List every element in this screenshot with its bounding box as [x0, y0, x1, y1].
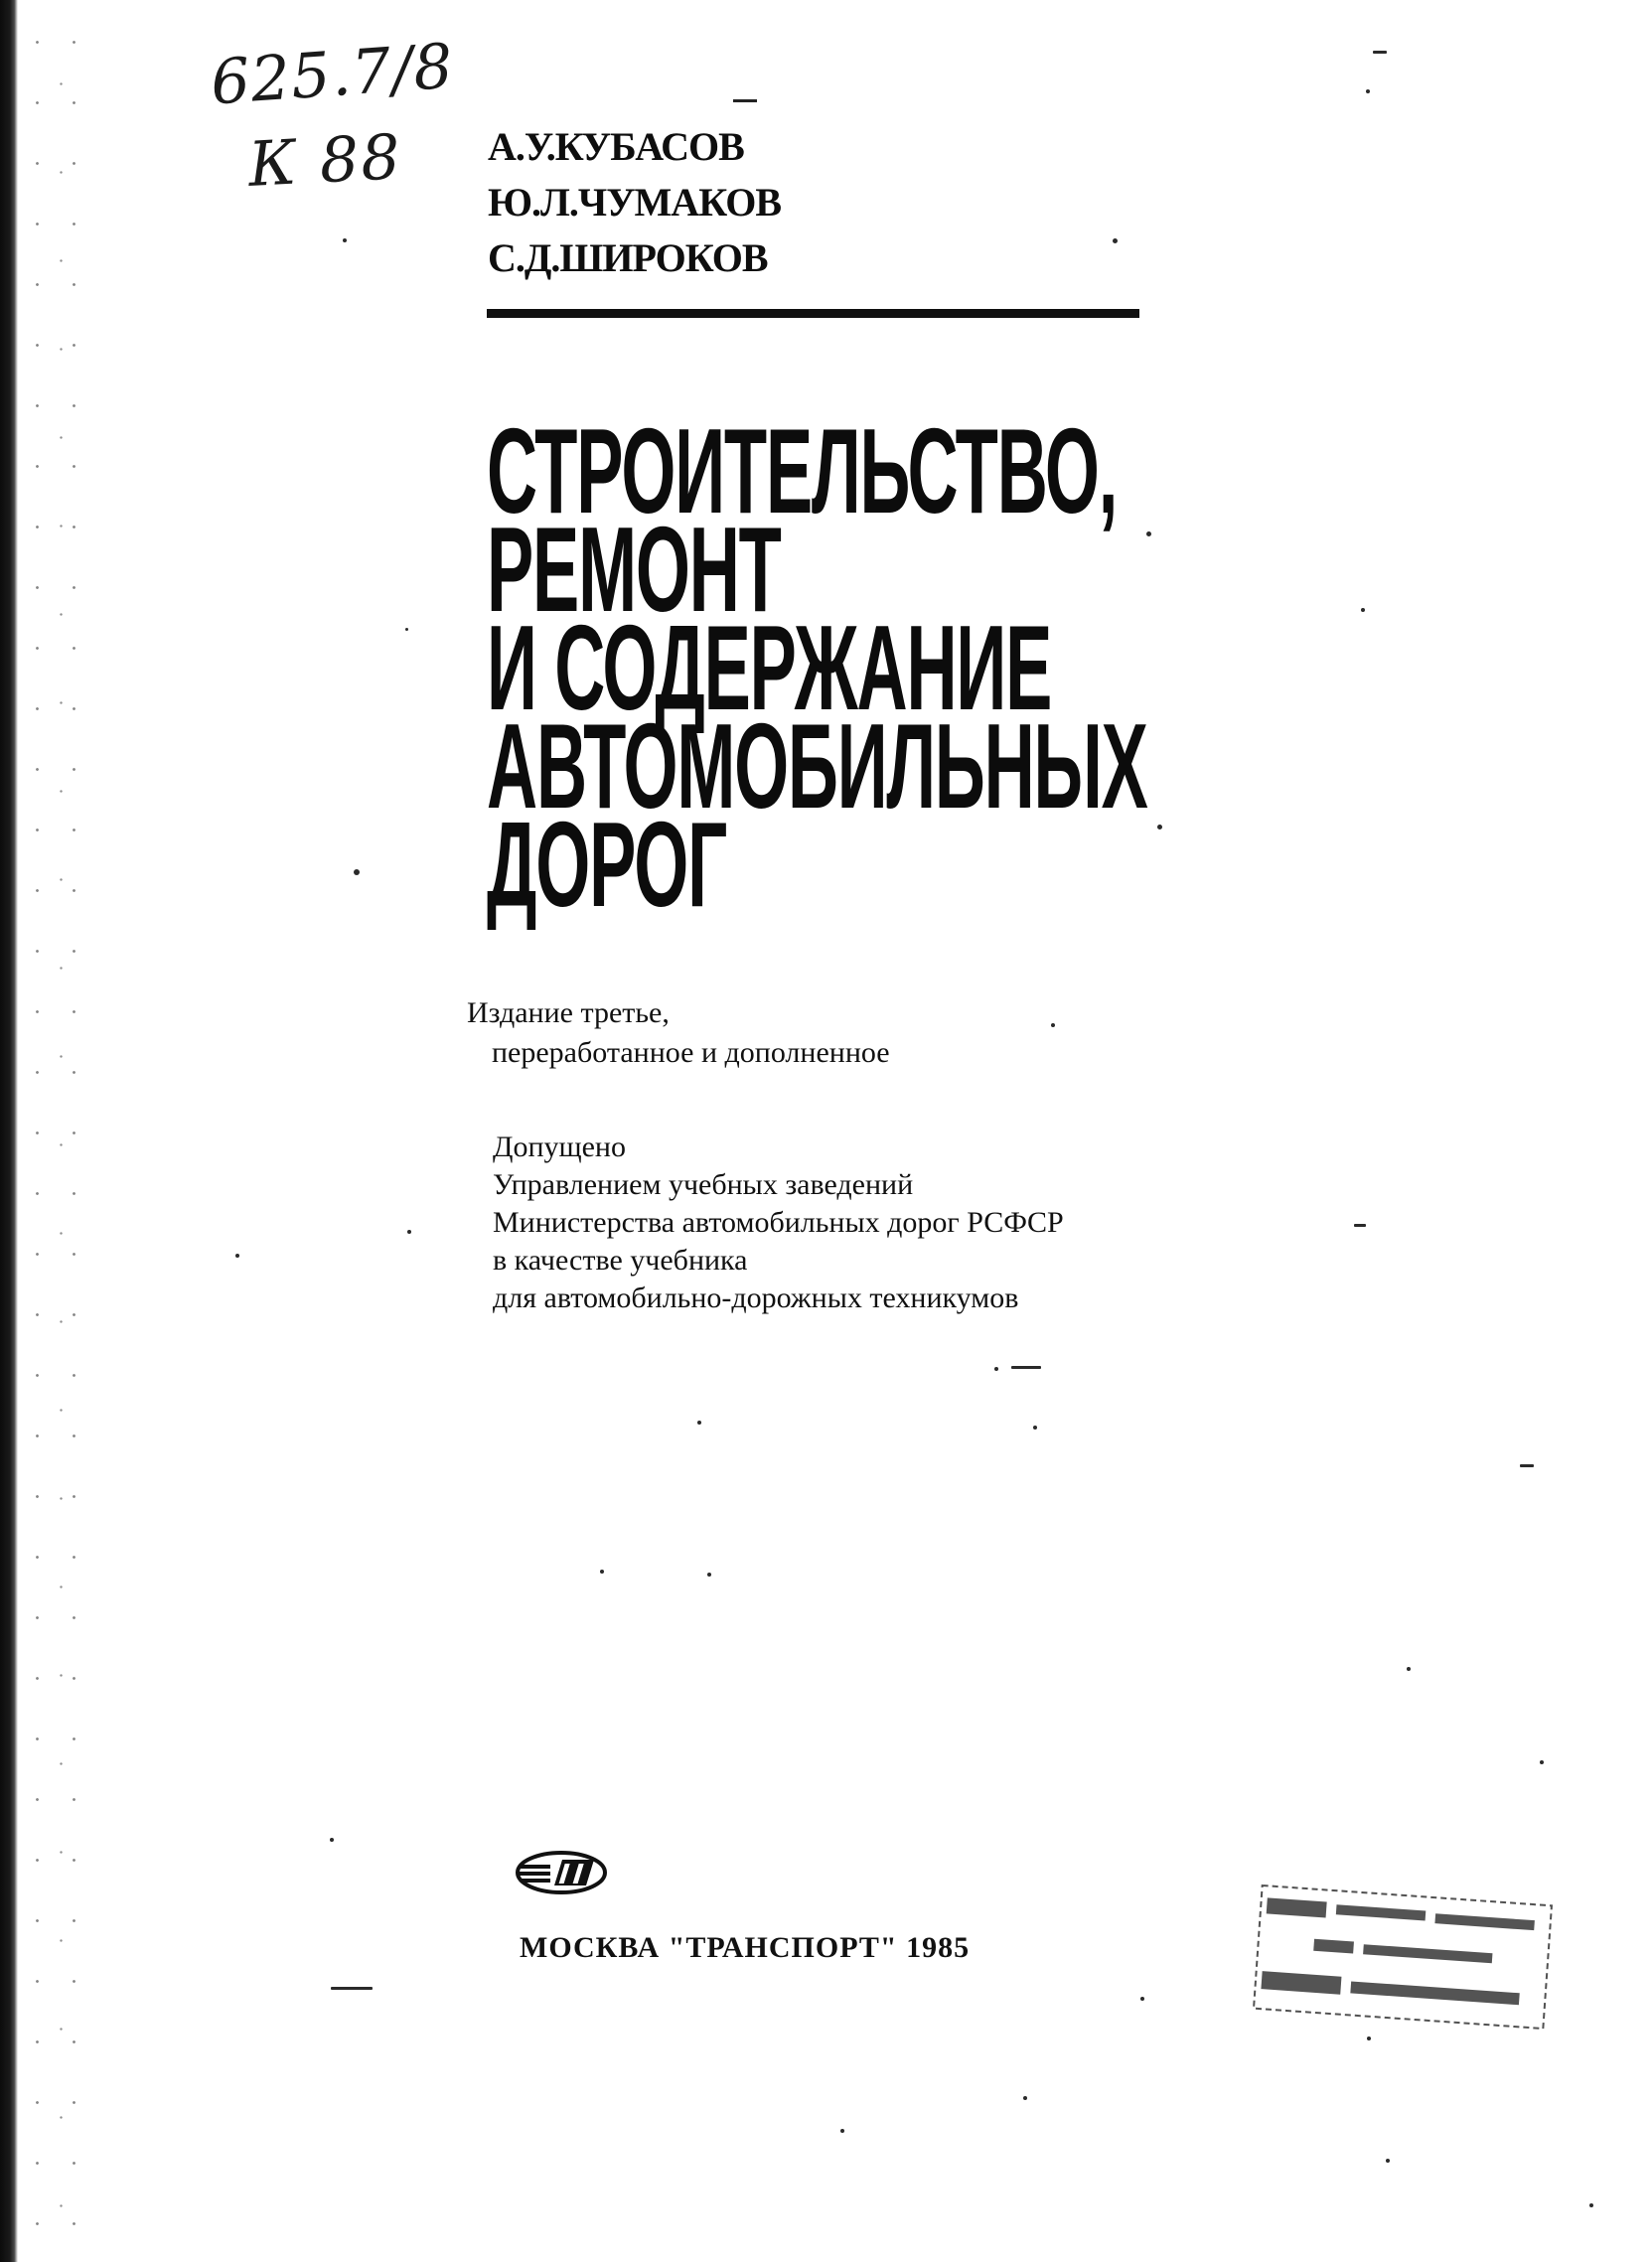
edition-line: переработанное и дополненное [492, 1036, 890, 1069]
scan-speck [1157, 825, 1162, 829]
approval-line: Управлением учебных заведений [493, 1168, 914, 1201]
library-stamp [1249, 1878, 1556, 2037]
title-line: И СОДЕРЖАНИЕ [487, 600, 1052, 735]
scan-speck [1540, 1760, 1544, 1764]
scan-speck [1113, 238, 1118, 243]
scan-speck [1051, 1023, 1055, 1027]
scan-speck [1520, 1464, 1534, 1467]
scan-speck [1386, 2159, 1390, 2163]
scan-speck [1033, 1426, 1037, 1430]
scan-speck [1407, 1667, 1411, 1671]
handwritten-call-number: 625.7/8 [208, 29, 457, 119]
scan-speck [1373, 51, 1387, 54]
scan-speck [1146, 531, 1151, 536]
book-title [487, 403, 1147, 932]
author-name: А.У.КУБАСОВ [488, 124, 744, 169]
publisher-imprint: МОСКВА "ТРАНСПОРТ" 1985 [520, 1931, 971, 1964]
divider-rule [487, 309, 1139, 318]
edition-info [467, 993, 890, 1073]
scan-speck [407, 1230, 411, 1234]
edition-line: Издание третье, [467, 996, 670, 1029]
scan-speckle [14, 0, 103, 2262]
title-line: АВТОМОБИЛЬНЫХ [487, 698, 1147, 833]
mark-dash [733, 99, 757, 102]
scan-speck [697, 1421, 701, 1425]
scan-speck [331, 1987, 373, 1990]
approval-line: Допущено [493, 1131, 626, 1163]
approval-line: в качестве учебника [493, 1244, 748, 1277]
title-line: ДОРОГ [487, 797, 727, 932]
scan-speck [330, 1838, 334, 1842]
approval-line: для автомобильно-дорожных техникумов [493, 1282, 1019, 1314]
scan-speck [1023, 2096, 1027, 2100]
approval-line: Министерства автомобильных дорог РСФСР [493, 1206, 1064, 1239]
scan-speck [600, 1570, 604, 1574]
scan-speck [354, 869, 360, 875]
authors-block [488, 119, 781, 286]
scan-speck [1589, 2203, 1593, 2207]
scan-speck [1361, 608, 1365, 612]
scan-speck [1367, 2036, 1371, 2040]
scan-speck [1011, 1366, 1041, 1369]
scan-speck [405, 628, 408, 631]
author-name: Ю.Л.ЧУМАКОВ [488, 180, 781, 225]
scan-speck [840, 2129, 844, 2133]
handwritten-author-mark: К 88 [246, 120, 404, 201]
publisher-logo-icon [515, 1850, 608, 1895]
approval-block [493, 1129, 1064, 1317]
scan-speck [994, 1367, 998, 1371]
scan-speck [707, 1573, 711, 1577]
author-name: С.Д.ШИРОКОВ [488, 235, 768, 280]
scan-speck [235, 1254, 239, 1258]
scan-speck [343, 238, 347, 242]
title-line: СТРОИТЕЛЬСТВО, [487, 403, 1118, 538]
scan-speck [1140, 1997, 1144, 2001]
scan-speck [1354, 1224, 1366, 1227]
scan-speck [1366, 89, 1370, 93]
title-line: РЕМОНТ [487, 502, 781, 637]
